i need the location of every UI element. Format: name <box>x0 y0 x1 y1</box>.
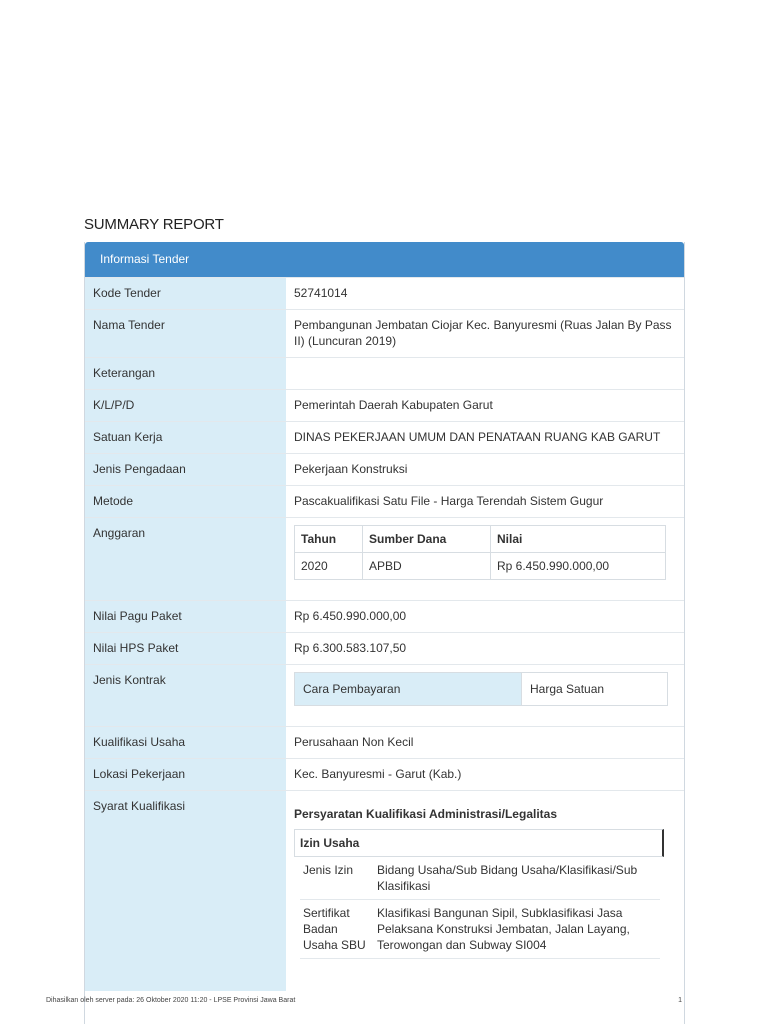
cara-pembayaran-label: Cara Pembayaran <box>295 673 521 705</box>
row-value: Pemerintah Daerah Kabupaten Garut <box>294 398 493 412</box>
row-keterangan <box>85 357 684 389</box>
sbu-value: Klasifikasi Bangunan Sipil, Subklasifikasi Jasa Pelaksana Konstruksi Jembatan, Jalan Layang, Terowongan dan Subway SI004 <box>377 906 630 952</box>
jenis-kontrak-table <box>294 672 668 706</box>
row-nama-tender <box>85 309 684 357</box>
row-label: Keterangan <box>85 358 286 389</box>
cara-pembayaran-value: Harga Satuan <box>521 673 667 705</box>
row-value: Pembangunan Jembatan Ciojar Kec. Banyuresmi (Ruas Jalan By Pass II) (Luncuran 2019) <box>294 318 672 348</box>
panel-header: Informasi Tender <box>85 242 684 277</box>
row-value: Kec. Banyuresmi - Garut (Kab.) <box>294 767 462 781</box>
row-value: Pekerjaan Konstruksi <box>294 462 408 476</box>
row-kualifikasi-usaha <box>85 726 684 758</box>
row-value <box>286 665 684 726</box>
row-label: Nilai Pagu Paket <box>85 601 286 632</box>
page-number: 1 <box>678 997 682 1004</box>
table-header-sumber-dana: Sumber Dana <box>363 526 491 553</box>
row-value: Pascakualifikasi Satu File - Harga Terendah Sistem Gugur <box>294 494 604 508</box>
row-metode <box>85 485 684 517</box>
row-lokasi-pekerjaan <box>85 758 684 790</box>
row-value <box>286 791 684 991</box>
jenis-izin-value: Bidang Usaha/Sub Bidang Usaha/Klasifikasi/Sub Klasifikasi <box>377 863 638 893</box>
table-header-tahun: Tahun <box>295 526 363 553</box>
row-value: DINAS PEKERJAAN UMUM DAN PENATAAN RUANG KAB GARUT <box>294 430 661 444</box>
row-nilai-hps <box>85 632 684 664</box>
row-value: Rp 6.450.990.000,00 <box>294 609 407 623</box>
row-label: K/L/P/D <box>85 390 286 421</box>
row-nilai-pagu <box>85 600 684 632</box>
anggaran-table <box>294 525 666 580</box>
row-label: Lokasi Pekerjaan <box>85 759 286 790</box>
row-value: 52741014 <box>294 286 348 300</box>
tender-info-panel <box>84 242 685 1024</box>
row-label: Nama Tender <box>85 310 286 357</box>
row-label: Jenis Kontrak <box>85 665 286 726</box>
row-label: Kualifikasi Usaha <box>85 727 286 758</box>
syarat-subtitle: Persyaratan Kualifikasi Administrasi/Legalitas <box>294 807 557 821</box>
table-cell-tahun: 2020 <box>295 553 363 580</box>
row-syarat-kualifikasi <box>85 790 684 991</box>
izin-usaha-header: Izin Usaha <box>294 829 664 857</box>
table-header-row <box>295 526 666 553</box>
table-cell-sumber-dana: APBD <box>363 553 491 580</box>
row-satuan-kerja <box>85 421 684 453</box>
izin-row-jenis <box>300 857 660 900</box>
jenis-izin-label: Jenis Izin <box>303 863 354 877</box>
report-title: SUMMARY REPORT <box>84 216 224 233</box>
row-label: Metode <box>85 486 286 517</box>
row-anggaran <box>85 517 684 600</box>
table-cell-nilai: Rp 6.450.990.000,00 <box>491 553 666 580</box>
row-value <box>286 518 684 600</box>
row-jenis-pengadaan <box>85 453 684 485</box>
row-label: Nilai HPS Paket <box>85 633 286 664</box>
sbu-label: Sertifikat Badan Usaha SBU <box>303 906 366 952</box>
row-klpd <box>85 389 684 421</box>
row-label: Anggaran <box>85 518 286 600</box>
row-label: Syarat Kualifikasi <box>85 791 286 991</box>
row-value <box>286 358 684 389</box>
row-label: Jenis Pengadaan <box>85 454 286 485</box>
footer-generated-text: Dihasilkan oleh server pada: 26 Oktober 2020 11:20 - LPSE Provinsi Jawa Barat <box>46 997 296 1004</box>
row-value: Rp 6.300.583.107,50 <box>294 641 407 655</box>
table-header-nilai: Nilai <box>491 526 666 553</box>
row-kode-tender <box>85 277 684 309</box>
table-row <box>295 553 666 580</box>
page-footer <box>46 997 682 1004</box>
row-label: Kode Tender <box>85 278 286 309</box>
row-label: Satuan Kerja <box>85 422 286 453</box>
row-value: Perusahaan Non Kecil <box>294 735 414 749</box>
izin-row-sbu <box>300 900 660 959</box>
row-jenis-kontrak <box>85 664 684 726</box>
